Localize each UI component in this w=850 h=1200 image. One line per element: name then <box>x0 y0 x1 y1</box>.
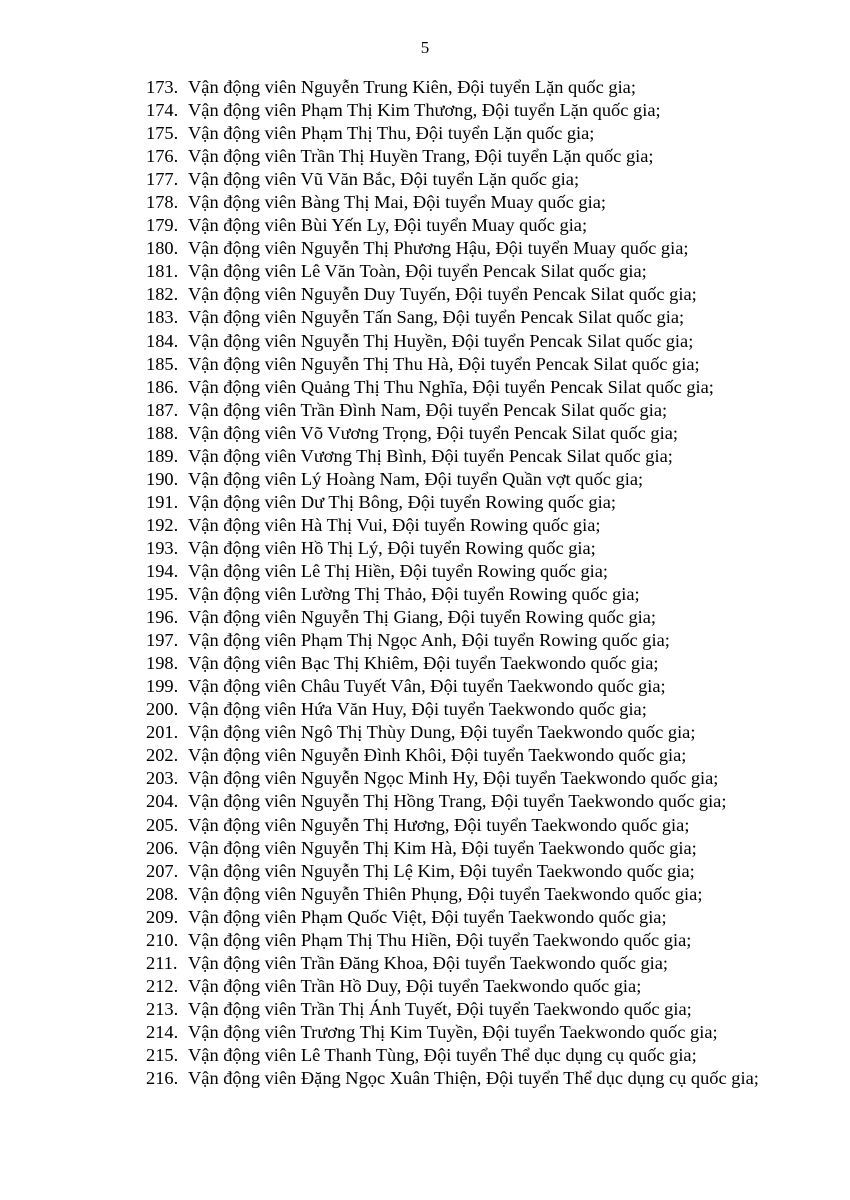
item-text: Vận động viên Lê Văn Toàn, Đội tuyển Pencak Silat quốc gia; <box>188 261 647 282</box>
list-item <box>146 99 806 122</box>
list-item <box>146 906 806 929</box>
item-text: Vận động viên Phạm Thị Kim Thương, Đội tuyển Lặn quốc gia; <box>188 100 661 121</box>
list-item <box>146 537 806 560</box>
item-number: 190. <box>146 468 179 489</box>
item-number: 213. <box>146 998 179 1019</box>
list-item <box>146 145 806 168</box>
list-item <box>146 652 806 675</box>
item-number: 193. <box>146 537 179 558</box>
list-item <box>146 952 806 975</box>
item-text: Vận động viên Nguyễn Duy Tuyến, Đội tuyển Pencak Silat quốc gia; <box>188 284 697 305</box>
item-number: 183. <box>146 307 179 328</box>
list-item <box>146 353 806 376</box>
item-number: 206. <box>146 837 179 858</box>
item-number: 180. <box>146 238 179 259</box>
item-text: Vận động viên Nguyễn Thị Giang, Đội tuyển Rowing quốc gia; <box>188 607 657 628</box>
item-number: 185. <box>146 353 179 374</box>
item-number: 202. <box>146 745 179 766</box>
item-text: Vận động viên Nguyễn Thị Hương, Đội tuyển Taekwondo quốc gia; <box>188 814 690 835</box>
item-number: 200. <box>146 699 179 720</box>
item-number: 188. <box>146 422 179 443</box>
list-item <box>146 445 806 468</box>
list-item <box>146 306 806 329</box>
list-item <box>146 191 806 214</box>
list-item <box>146 76 806 99</box>
item-text: Vận động viên Trần Đăng Khoa, Đội tuyển Taekwondo quốc gia; <box>188 952 669 973</box>
list-item <box>146 399 806 422</box>
item-number: 184. <box>146 330 179 351</box>
list-item <box>146 814 806 837</box>
item-number: 187. <box>146 399 179 420</box>
list-item <box>146 767 806 790</box>
item-text: Vận động viên Vũ Văn Bắc, Đội tuyển Lặn quốc gia; <box>188 169 580 190</box>
item-number: 210. <box>146 929 179 950</box>
item-number: 191. <box>146 491 179 512</box>
list-item <box>146 283 806 306</box>
list-item <box>146 560 806 583</box>
item-text: Vận động viên Nguyễn Thị Hồng Trang, Đội tuyển Taekwondo quốc gia; <box>188 791 727 812</box>
list-item <box>146 929 806 952</box>
item-text: Vận động viên Võ Vương Trọng, Đội tuyển Pencak Silat quốc gia; <box>188 422 678 443</box>
item-number: 214. <box>146 1021 179 1042</box>
item-number: 174. <box>146 100 179 121</box>
list-item <box>146 721 806 744</box>
item-number: 177. <box>146 169 179 190</box>
list-item <box>146 514 806 537</box>
item-text: Vận động viên Châu Tuyết Vân, Đội tuyển Taekwondo quốc gia; <box>188 676 666 697</box>
item-number: 192. <box>146 514 179 535</box>
item-text: Vận động viên Nguyễn Thị Huyền, Đội tuyển Pencak Silat quốc gia; <box>188 330 694 351</box>
athlete-list <box>146 76 806 1090</box>
list-item <box>146 330 806 353</box>
list-item <box>146 491 806 514</box>
list-item <box>146 883 806 906</box>
list-item <box>146 583 806 606</box>
item-text: Vận động viên Nguyễn Thiên Phụng, Đội tuyển Taekwondo quốc gia; <box>188 883 703 904</box>
item-number: 215. <box>146 1044 179 1065</box>
item-text: Vận động viên Nguyễn Ngọc Minh Hy, Đội tuyển Taekwondo quốc gia; <box>188 768 719 789</box>
item-text: Vận động viên Nguyễn Đình Khôi, Đội tuyển Taekwondo quốc gia; <box>188 745 687 766</box>
item-text: Vận động viên Trương Thị Kim Tuyền, Đội tuyển Taekwondo quốc gia; <box>188 1021 718 1042</box>
list-item <box>146 790 806 813</box>
list-item <box>146 744 806 767</box>
item-text: Vận động viên Bàng Thị Mai, Đội tuyển Muay quốc gia; <box>188 192 606 213</box>
item-text: Vận động viên Lê Thị Hiền, Đội tuyển Rowing quốc gia; <box>188 560 609 581</box>
item-text: Vận động viên Trần Thị Ánh Tuyết, Đội tuyển Taekwondo quốc gia; <box>188 998 692 1019</box>
list-item <box>146 376 806 399</box>
list-item <box>146 1067 806 1090</box>
page-number: 5 <box>420 38 430 57</box>
item-number: 194. <box>146 560 179 581</box>
item-text: Vận động viên Nguyễn Thị Kim Hà, Đội tuyển Taekwondo quốc gia; <box>188 837 697 858</box>
item-text: Vận động viên Trần Thị Huyền Trang, Đội tuyển Lặn quốc gia; <box>188 146 654 167</box>
item-number: 201. <box>146 722 179 743</box>
item-number: 198. <box>146 653 179 674</box>
item-text: Vận động viên Vương Thị Bình, Đội tuyển Pencak Silat quốc gia; <box>188 445 673 466</box>
list-item <box>146 237 806 260</box>
item-text: Vận động viên Quảng Thị Thu Nghĩa, Đội tuyển Pencak Silat quốc gia; <box>188 376 714 397</box>
item-number: 216. <box>146 1068 179 1089</box>
item-number: 182. <box>146 284 179 305</box>
item-text: Vận động viên Trần Hồ Duy, Đội tuyển Taekwondo quốc gia; <box>188 975 642 996</box>
item-number: 196. <box>146 607 179 628</box>
item-text: Vận động viên Nguyễn Trung Kiên, Đội tuyển Lặn quốc gia; <box>188 77 636 97</box>
item-text: Vận động viên Lường Thị Thảo, Đội tuyển Rowing quốc gia; <box>188 584 640 605</box>
item-text: Vận động viên Nguyễn Thị Phương Hậu, Đội tuyển Muay quốc gia; <box>188 238 689 259</box>
item-number: 208. <box>146 883 179 904</box>
list-item <box>146 122 806 145</box>
item-number: 203. <box>146 768 179 789</box>
list-item <box>146 1044 806 1067</box>
list-item <box>146 168 806 191</box>
item-text: Vận động viên Trần Đình Nam, Đội tuyển Pencak Silat quốc gia; <box>188 399 668 420</box>
list-item <box>146 260 806 283</box>
item-text: Vận động viên Nguyễn Thị Thu Hà, Đội tuyển Pencak Silat quốc gia; <box>188 353 700 374</box>
item-number: 186. <box>146 376 179 397</box>
item-text: Vận động viên Phạm Thị Ngọc Anh, Đội tuyển Rowing quốc gia; <box>188 630 670 651</box>
item-number: 176. <box>146 146 179 167</box>
list-item <box>146 860 806 883</box>
list-item <box>146 606 806 629</box>
item-text: Vận động viên Phạm Thị Thu Hiền, Đội tuyển Taekwondo quốc gia; <box>188 929 692 950</box>
item-text: Vận động viên Hồ Thị Lý, Đội tuyển Rowing quốc gia; <box>188 537 596 558</box>
item-number: 195. <box>146 584 179 605</box>
item-number: 207. <box>146 860 179 881</box>
list-item <box>146 468 806 491</box>
item-number: 179. <box>146 215 179 236</box>
item-number: 212. <box>146 975 179 996</box>
item-number: 181. <box>146 261 179 282</box>
item-text: Vận động viên Dư Thị Bông, Đội tuyển Rowing quốc gia; <box>188 491 616 512</box>
item-text: Vận động viên Bạc Thị Khiêm, Đội tuyển Taekwondo quốc gia; <box>188 653 659 674</box>
item-text: Vận động viên Hứa Văn Huy, Đội tuyển Taekwondo quốc gia; <box>188 699 647 720</box>
item-text: Vận động viên Nguyễn Thị Lệ Kim, Đội tuyển Taekwondo quốc gia; <box>188 860 695 881</box>
item-number: 189. <box>146 445 179 466</box>
list-item <box>146 998 806 1021</box>
item-text: Vận động viên Lê Thanh Tùng, Đội tuyển Thể dục dụng cụ quốc gia; <box>188 1044 697 1065</box>
item-text: Vận động viên Bùi Yến Ly, Đội tuyển Muay quốc gia; <box>188 215 588 236</box>
item-number: 204. <box>146 791 179 812</box>
list-item <box>146 214 806 237</box>
item-number: 173. <box>146 77 179 97</box>
item-text: Vận động viên Lý Hoàng Nam, Đội tuyển Quần vợt quốc gia; <box>188 468 644 489</box>
list-item <box>146 422 806 445</box>
item-number: 211. <box>146 952 178 973</box>
list-item <box>146 629 806 652</box>
item-number: 175. <box>146 123 179 144</box>
list-item <box>146 698 806 721</box>
list-item <box>146 975 806 998</box>
item-text: Vận động viên Nguyễn Tấn Sang, Đội tuyển Pencak Silat quốc gia; <box>188 307 685 328</box>
item-number: 197. <box>146 630 179 651</box>
item-number: 199. <box>146 676 179 697</box>
item-text: Vận động viên Phạm Quốc Việt, Đội tuyển Taekwondo quốc gia; <box>188 906 667 927</box>
item-text: Vận động viên Ngô Thị Thùy Dung, Đội tuyển Taekwondo quốc gia; <box>188 722 696 743</box>
list-item <box>146 837 806 860</box>
item-number: 205. <box>146 814 179 835</box>
item-text: Vận động viên Hà Thị Vui, Đội tuyển Rowing quốc gia; <box>188 514 601 535</box>
item-text: Vận động viên Phạm Thị Thu, Đội tuyển Lặn quốc gia; <box>188 123 595 144</box>
list-item <box>146 675 806 698</box>
list-item <box>146 1021 806 1044</box>
item-text: Vận động viên Đặng Ngọc Xuân Thiện, Đội tuyển Thể dục dụng cụ quốc gia; <box>188 1068 759 1089</box>
item-number: 178. <box>146 192 179 213</box>
item-number: 209. <box>146 906 179 927</box>
